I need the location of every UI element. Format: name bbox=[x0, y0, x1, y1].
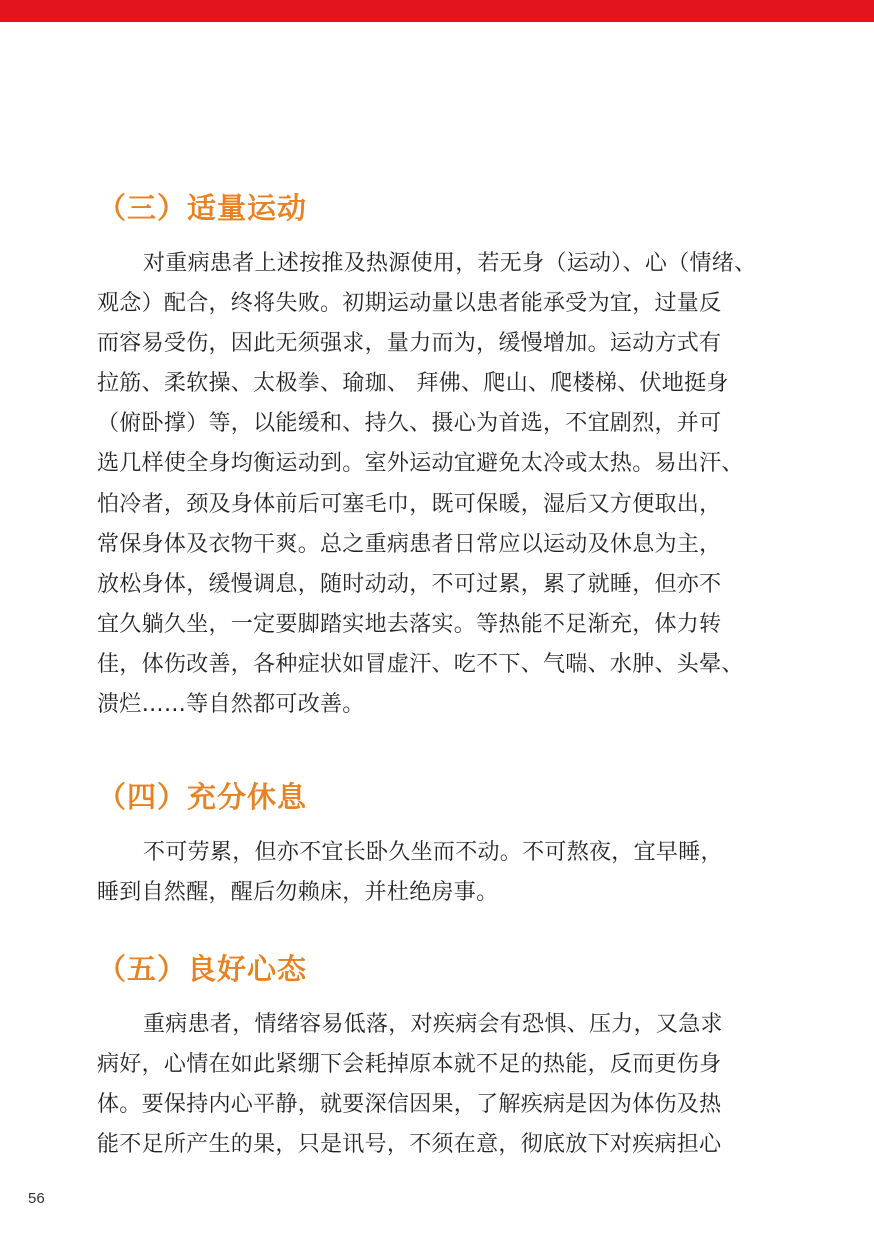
text-line: 佳，体伤改善，各种症状如冒虚汗、吃不下、气喘、水肿、头晕、 bbox=[97, 651, 744, 677]
text-line: 拉筋、柔软操、太极拳、瑜珈、 拜佛、爬山、爬楼梯、伏地挺身 bbox=[97, 371, 729, 397]
text-line: （俯卧撑）等，以能缓和、持久、摄心为首选，不宜剧烈，并可 bbox=[97, 411, 722, 437]
paragraph-mindset bbox=[97, 1005, 797, 1165]
text-line: 怕冷者，颈及身体前后可塞毛巾，既可保暖，湿后又方便取出， bbox=[97, 491, 722, 517]
page-number: 56 bbox=[28, 1190, 45, 1207]
paragraph-exercise bbox=[97, 244, 797, 725]
section-heading-rest: （四）充分休息 bbox=[97, 780, 308, 814]
text-line: 重病患者，情绪容易低落，对疾病会有恐惧、压力，又急求 bbox=[143, 1012, 723, 1037]
text-line: 观念）配合，终将失败。初期运动量以患者能承受为宜，过量反 bbox=[97, 291, 722, 317]
text-line: 选几样使全身均衡运动到。室外运动宜避免太冷或太热。易出汗、 bbox=[97, 451, 744, 477]
text-line: 体。要保持内心平静，就要深信因果，了解疾病是因为体伤及热 bbox=[97, 1092, 722, 1118]
top-accent-bar bbox=[0, 0, 874, 22]
text-line: 溃烂……等自然都可改善。 bbox=[97, 692, 365, 718]
paragraph-rest bbox=[97, 833, 797, 913]
text-line: 而容易受伤，因此无须强求，量力而为，缓慢增加。运动方式有 bbox=[97, 331, 722, 357]
text-line: 病好，心情在如此紧绷下会耗掉原本就不足的热能，反而更伤身 bbox=[97, 1052, 722, 1078]
text-line: 对重病患者上述按推及热源使用，若无身（运动）、心（情绪、 bbox=[143, 251, 757, 276]
text-line: 不可劳累，但亦不宜长卧久坐而不动。不可熬夜，宜早睡， bbox=[143, 840, 723, 865]
section-heading-exercise: （三）适量运动 bbox=[97, 191, 308, 225]
text-line: 宜久躺久坐，一定要脚踏实地去落实。等热能不足渐充，体力转 bbox=[97, 611, 722, 637]
section-heading-mindset: （五）良好心态 bbox=[97, 952, 308, 986]
text-line: 能不足所产生的果，只是讯号，不须在意，彻底放下对疾病担心 bbox=[97, 1132, 722, 1158]
text-line: 常保身体及衣物干爽。总之重病患者日常应以运动及休息为主， bbox=[97, 531, 722, 557]
text-line: 放松身体，缓慢调息，随时动动，不可过累，累了就睡，但亦不 bbox=[97, 571, 722, 597]
text-line: 睡到自然醒，醒后勿赖床，并杜绝房事。 bbox=[97, 880, 499, 906]
